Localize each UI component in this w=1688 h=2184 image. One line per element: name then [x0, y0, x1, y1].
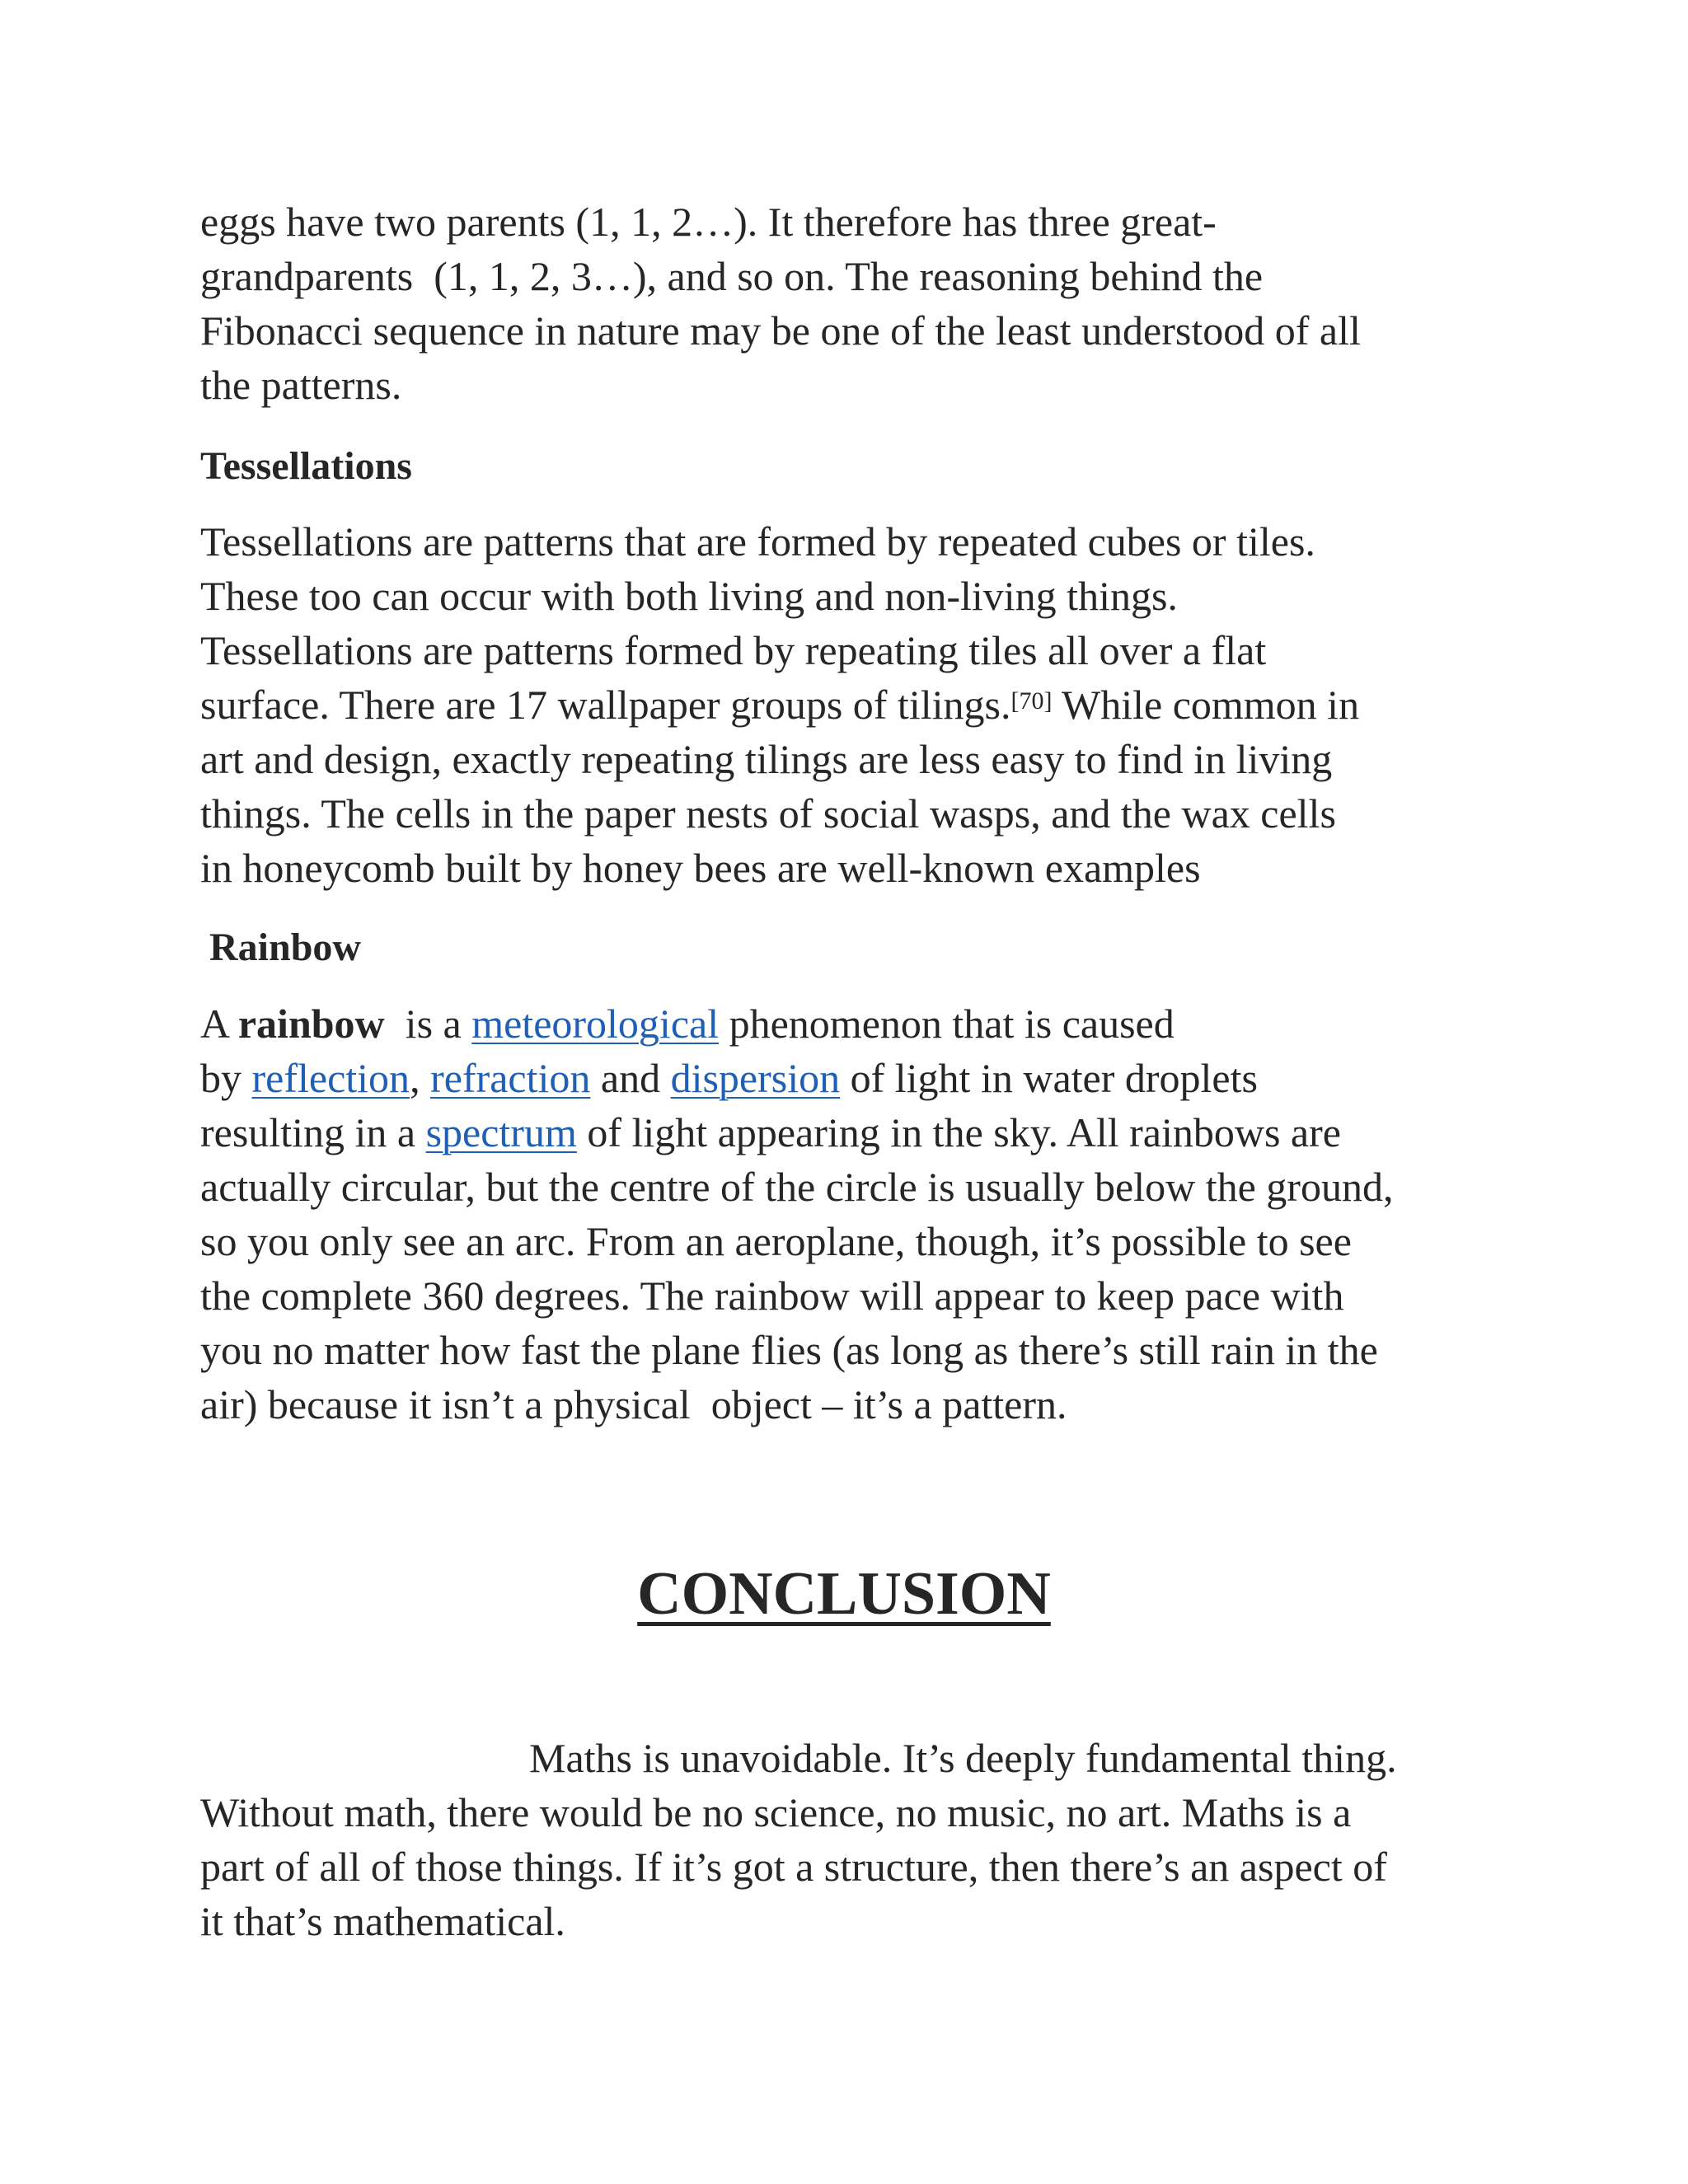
- link-spectrum[interactable]: spectrum: [425, 1109, 577, 1155]
- text-span: ,: [410, 1055, 431, 1101]
- body-text-line: things. The cells in the paper nests of social wasps, and the wax cells: [200, 790, 1336, 837]
- body-text-line: eggs have two parents (1, 1, 2…). It therefore has three great-: [200, 199, 1217, 245]
- link-reflection[interactable]: reflection: [251, 1055, 410, 1101]
- text-span: and: [590, 1055, 671, 1101]
- body-text-line: Tessellations are patterns formed by repeating tiles all over a flat: [200, 627, 1267, 673]
- body-text-line: part of all of those things. If it’s got a structure, then there’s an aspect of: [200, 1844, 1387, 1890]
- body-text-line: you no matter how fast the plane flies (as long as there’s still rain in the: [200, 1327, 1378, 1373]
- text-span: phenomenon that is caused: [719, 1001, 1175, 1047]
- body-text-line: grandparents (1, 1, 2, 3…), and so on. The reasoning behind the: [200, 253, 1264, 299]
- body-text-line: [200, 996, 1175, 1051]
- body-text-line: Maths is unavoidable. It’s deeply fundamental thing.: [529, 1735, 1397, 1781]
- body-text-line: actually circular, but the centre of the circle is usually below the ground,: [200, 1164, 1394, 1210]
- text-span: While common in: [1052, 682, 1360, 728]
- body-text-line: it that’s mathematical.: [200, 1898, 565, 1944]
- citation-superscript: [70]: [1010, 687, 1053, 715]
- section-heading-tessellations: Tessellations: [200, 444, 412, 488]
- body-text-line: [200, 1051, 1258, 1105]
- body-text-line: Tessellations are patterns that are formed by repeated cubes or tiles.: [200, 518, 1315, 565]
- body-text-line: art and design, exactly repeating tilings are less easy to find in living: [200, 736, 1333, 782]
- text-span: A: [200, 1001, 238, 1047]
- body-text-line: Fibonacci sequence in nature may be one of the least understood of all: [200, 307, 1361, 354]
- body-text-line: so you only see an arc. From an aeroplane, though, it’s possible to see: [200, 1218, 1352, 1264]
- text-span: of light appearing in the sky. All rainbows are: [576, 1109, 1341, 1155]
- text-span: is a: [384, 1001, 472, 1047]
- body-text-line: These too can occur with both living and non-living things.: [200, 573, 1178, 619]
- text-span: resulting in a: [200, 1109, 426, 1155]
- bold-term-rainbow: rainbow: [237, 1001, 385, 1047]
- conclusion-heading: CONCLUSION: [637, 1560, 1051, 1628]
- body-text-line: the patterns.: [200, 362, 402, 408]
- link-dispersion[interactable]: dispersion: [670, 1055, 841, 1101]
- link-meteorological[interactable]: meteorological: [471, 1001, 720, 1047]
- body-text-line: in honeycomb built by honey bees are well-known examples: [200, 845, 1201, 891]
- body-text-line: [200, 1105, 1341, 1160]
- link-refraction[interactable]: refraction: [430, 1055, 591, 1101]
- text-span: surface. There are 17 wallpaper groups of tilings.: [200, 682, 1011, 728]
- body-text-line: [200, 677, 1359, 732]
- section-heading-rainbow: Rainbow: [209, 926, 362, 969]
- text-span: of light in water droplets: [840, 1055, 1258, 1101]
- body-text-line: the complete 360 degrees. The rainbow will appear to keep pace with: [200, 1272, 1344, 1319]
- body-text-line: Without math, there would be no science, no music, no art. Maths is a: [200, 1789, 1352, 1835]
- text-span: by: [200, 1055, 252, 1101]
- body-text-line: air) because it isn’t a physical object – it’s a pattern.: [200, 1381, 1067, 1427]
